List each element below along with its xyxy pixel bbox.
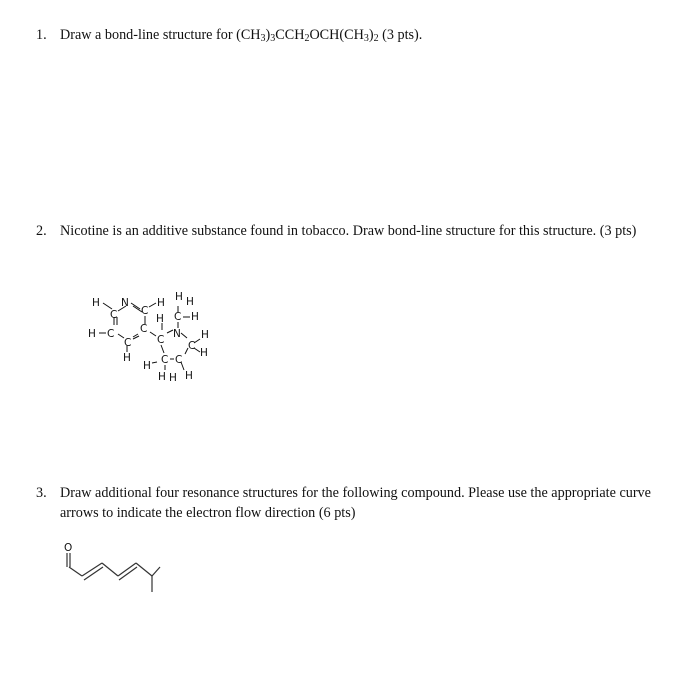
question-2-number: 2. (36, 223, 47, 239)
atom-n: N (121, 297, 129, 309)
atom-h: H (185, 370, 193, 382)
question-1-number: 1. (36, 27, 47, 43)
atom-h: H (92, 297, 100, 309)
atom-h: H (201, 329, 209, 341)
atom-h: H (191, 311, 199, 323)
atom-h: H (175, 291, 183, 303)
question-3-number: 3. (36, 485, 47, 501)
atom-c: C (110, 309, 118, 321)
question-2 (36, 221, 684, 241)
atom-h: H (158, 371, 166, 383)
atom-h: H (156, 313, 164, 325)
atom-h: H (157, 297, 165, 309)
question-1 (36, 25, 676, 45)
nicotine-atoms (88, 291, 209, 384)
atom-h: H (123, 352, 131, 364)
atom-c: C (157, 334, 165, 346)
atom-h: H (88, 328, 96, 340)
nicotine-bonds (99, 303, 200, 370)
question-3-text: Draw additional four resonance structures for the following compound. Please use the appropriate curve arrows to indicate the electron flow direction (6 pts) (60, 485, 651, 521)
atom-c: C (161, 354, 169, 366)
atom-c: C (188, 340, 196, 352)
atom-n: N (173, 328, 181, 340)
atom-c: C (175, 354, 183, 366)
atom-c: C (124, 337, 132, 349)
atom-c: C (107, 328, 115, 340)
question-3 (36, 483, 686, 523)
atom-c: C (141, 305, 149, 317)
atom-c: C (140, 323, 148, 335)
atom-h: H (200, 347, 208, 359)
atom-c: C (174, 311, 182, 323)
atom-h: H (169, 372, 177, 384)
atom-h: H (186, 296, 194, 308)
question-1-text: Draw a bond-line structure for $(CH_3)_3CCH_2OCH(CH_3)_2$ (3 pts). (60, 27, 423, 44)
oxygen-atom: O (64, 542, 73, 554)
question-2-text: Nicotine is an additive substance found in tobacco. Draw bond-line structure for this structure. (3 pts) (60, 223, 637, 239)
atom-h: H (143, 360, 151, 372)
skeletal-bonds (67, 553, 160, 592)
